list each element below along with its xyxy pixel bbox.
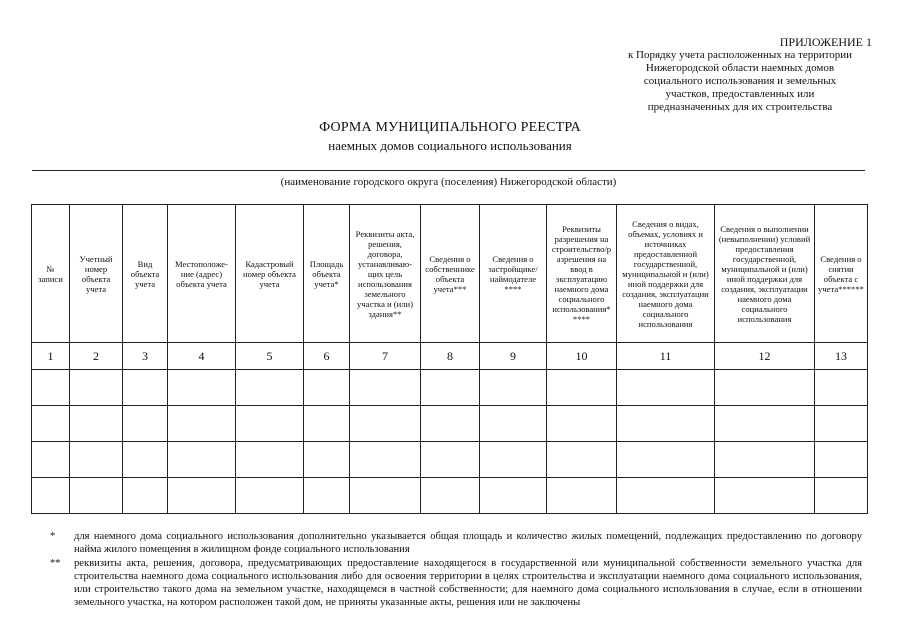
empty-cell bbox=[304, 370, 350, 406]
empty-cell bbox=[236, 478, 304, 514]
column-number: 6 bbox=[304, 343, 350, 370]
header-cell: Сведения о видах, объемах, условиях и источниках предоставленной государственной, муниципальной и (или) иной поддержки для создания, эксплуатации наемного дома социального использования bbox=[617, 205, 715, 343]
empty-cell bbox=[350, 370, 421, 406]
appendix-line: социального использования и земельных bbox=[643, 75, 837, 87]
header-cell: Сведения о выполнении (невыполнении) условий предоставления государственной, муниципальной и (или) иной поддержки для создания, эксплуатации наемного дома социального использования bbox=[715, 205, 815, 343]
header-cell: Сведения о снятии объекта с учета****** bbox=[815, 205, 868, 343]
empty-cell bbox=[32, 406, 70, 442]
footnote-mark: ** bbox=[50, 558, 61, 569]
empty-cell bbox=[350, 406, 421, 442]
empty-cell bbox=[123, 370, 168, 406]
header-cell: Реквизиты акта, решения, договора, устанавливаю-щих цель использования земельного участка и (или) здания** bbox=[350, 205, 421, 343]
empty-cell bbox=[815, 406, 868, 442]
empty-cell bbox=[421, 406, 480, 442]
empty-cell bbox=[32, 370, 70, 406]
appendix-line: предназначенных для их строительства bbox=[647, 101, 833, 113]
empty-cell bbox=[617, 370, 715, 406]
header-cell: Вид объекта учета bbox=[123, 205, 168, 343]
empty-cell bbox=[70, 406, 123, 442]
appendix-line: Нижегородской области наемных домов bbox=[645, 62, 835, 74]
header-cell: Кадастровый номер объекта учета bbox=[236, 205, 304, 343]
empty-cell bbox=[421, 370, 480, 406]
empty-cell bbox=[32, 442, 70, 478]
empty-row bbox=[32, 370, 868, 406]
empty-cell bbox=[715, 406, 815, 442]
empty-cell bbox=[715, 370, 815, 406]
column-number: 4 bbox=[168, 343, 236, 370]
footnote bbox=[50, 557, 862, 609]
header-cell: Площадь объекта учета* bbox=[304, 205, 350, 343]
appendix-line: к Порядку учета расположенных на территории bbox=[627, 49, 853, 61]
empty-cell bbox=[236, 442, 304, 478]
empty-cell bbox=[304, 478, 350, 514]
column-number: 3 bbox=[123, 343, 168, 370]
form-title: ФОРМА МУНИЦИПАЛЬНОГО РЕЕСТРА bbox=[319, 120, 581, 135]
column-number: 13 bbox=[815, 343, 868, 370]
column-number-row bbox=[32, 343, 868, 370]
empty-cell bbox=[617, 478, 715, 514]
footnote-text: для наемного дома социального использования дополнительно указывается общая площадь и количество жилых помещений, подлежащих предоставлению по договору найма жилого помещения в жилищном фонде социального использования bbox=[74, 531, 862, 555]
header-cell: № записи bbox=[32, 205, 70, 343]
empty-cell bbox=[70, 370, 123, 406]
empty-cell bbox=[236, 370, 304, 406]
empty-cell bbox=[480, 442, 547, 478]
column-number: 2 bbox=[70, 343, 123, 370]
empty-cell bbox=[70, 442, 123, 478]
empty-cell bbox=[480, 478, 547, 514]
header-cell: Сведения о собственнике объекта учета*** bbox=[421, 205, 480, 343]
empty-row bbox=[32, 406, 868, 442]
registry-table bbox=[31, 204, 868, 514]
appendix-block bbox=[600, 36, 880, 114]
header-cell: Учетный номер объекта учета bbox=[70, 205, 123, 343]
empty-cell bbox=[815, 442, 868, 478]
footnotes bbox=[50, 530, 862, 610]
header-cell: Местоположе-ние (адрес) объекта учета bbox=[168, 205, 236, 343]
empty-cell bbox=[480, 406, 547, 442]
empty-cell bbox=[168, 478, 236, 514]
empty-cell bbox=[123, 442, 168, 478]
empty-cell bbox=[350, 442, 421, 478]
column-number: 8 bbox=[421, 343, 480, 370]
empty-cell bbox=[70, 478, 123, 514]
form-subtitle: наемных домов социального использования bbox=[328, 138, 572, 153]
empty-cell bbox=[304, 442, 350, 478]
appendix-line: участков, предоставленных или bbox=[665, 88, 815, 100]
footnote bbox=[50, 530, 862, 556]
empty-cell bbox=[236, 406, 304, 442]
header-cell: Реквизиты разрешения на строительство/р азрешения на ввод в эксплуатацию наемного дома социального использования* **** bbox=[547, 205, 617, 343]
empty-cell bbox=[547, 478, 617, 514]
footnote-mark: * bbox=[50, 531, 56, 542]
empty-cell bbox=[547, 442, 617, 478]
empty-cell bbox=[304, 406, 350, 442]
empty-cell bbox=[480, 370, 547, 406]
empty-cell bbox=[815, 370, 868, 406]
empty-cell bbox=[617, 406, 715, 442]
empty-row bbox=[32, 442, 868, 478]
empty-cell bbox=[168, 406, 236, 442]
empty-cell bbox=[815, 478, 868, 514]
form-title-block bbox=[230, 120, 670, 154]
empty-cell bbox=[32, 478, 70, 514]
header-cell: Сведения о застройщике/ наймодателе **** bbox=[480, 205, 547, 343]
header-row bbox=[32, 205, 868, 343]
empty-cell bbox=[715, 442, 815, 478]
column-number: 5 bbox=[236, 343, 304, 370]
empty-cell bbox=[123, 406, 168, 442]
empty-cell bbox=[168, 370, 236, 406]
column-number: 9 bbox=[480, 343, 547, 370]
empty-cell bbox=[547, 406, 617, 442]
empty-cell bbox=[123, 478, 168, 514]
appendix-heading: ПРИЛОЖЕНИЕ 1 bbox=[779, 35, 872, 49]
column-number: 12 bbox=[715, 343, 815, 370]
municipality-fill-line bbox=[32, 170, 865, 171]
empty-cell bbox=[350, 478, 421, 514]
empty-cell bbox=[421, 478, 480, 514]
empty-row bbox=[32, 478, 868, 514]
column-number: 1 bbox=[32, 343, 70, 370]
column-number: 7 bbox=[350, 343, 421, 370]
empty-cell bbox=[715, 478, 815, 514]
column-number: 10 bbox=[547, 343, 617, 370]
empty-cell bbox=[421, 442, 480, 478]
empty-cell bbox=[617, 442, 715, 478]
empty-cell bbox=[168, 442, 236, 478]
empty-cell bbox=[547, 370, 617, 406]
municipality-caption: (наименование городского округа (поселения) Нижегородской области) bbox=[280, 176, 617, 188]
footnote-text: реквизиты акта, решения, договора, предусматривающих предоставление находящегося в государственной или муниципальной собственности земельного участка для строительства наемного дома социального использования либо для освоения территории в целях строительства и эксплуатации наемного дома социального использования, или строительство такого дома на земельном участке, находящемся в частной собственности; для наемного дома социального использования в случае, если в отношении земельного участка, на котором расположен такой дом, не приняты указанные акты, решения или не заключены bbox=[74, 558, 862, 608]
column-number: 11 bbox=[617, 343, 715, 370]
